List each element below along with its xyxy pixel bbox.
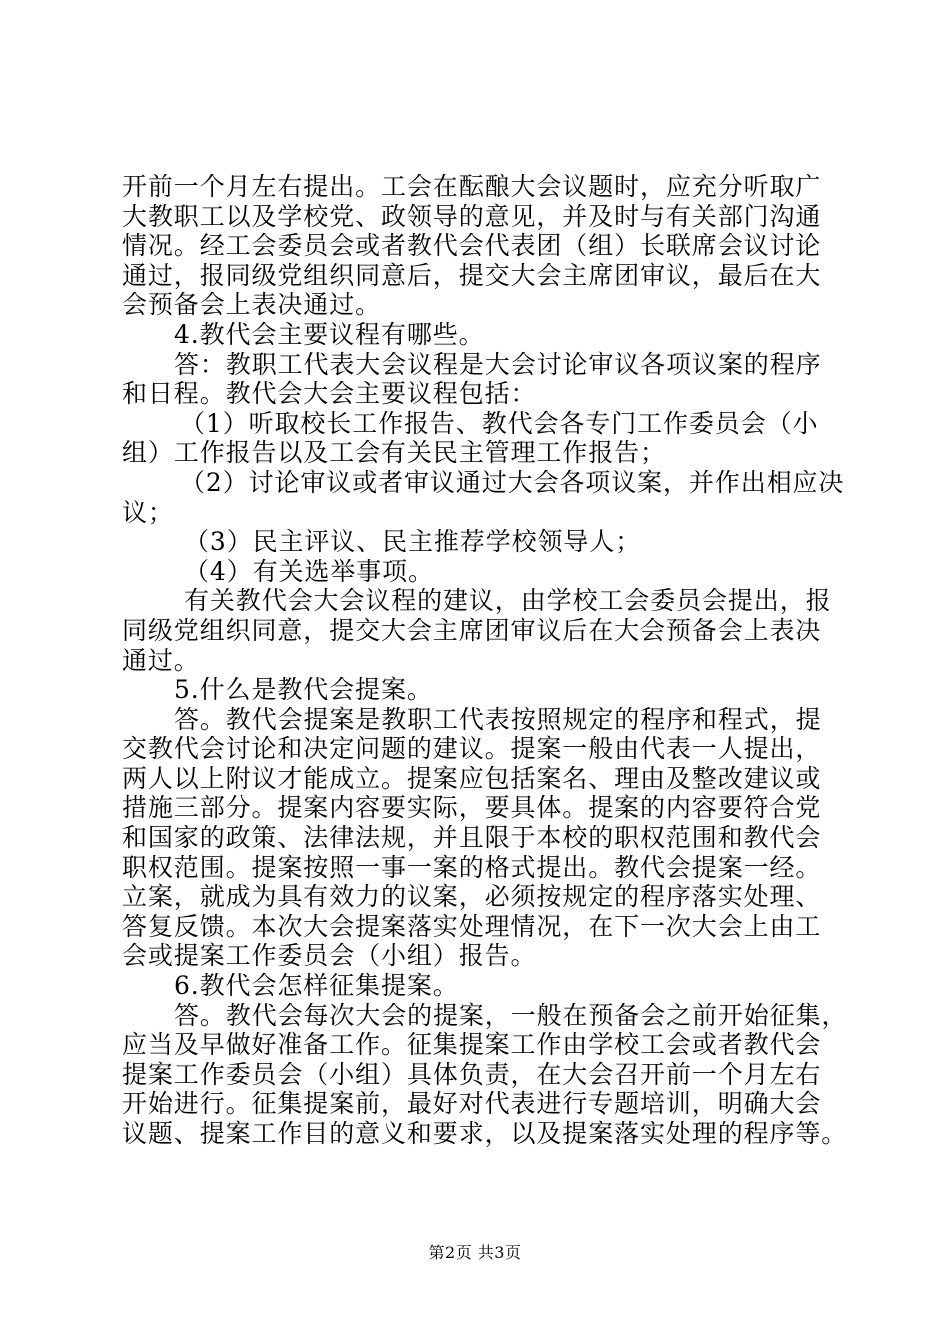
text-line: 开前一个月左右提出。工会在酝酿大会议题时，应充分听取广 <box>122 172 822 201</box>
text-line: 和国家的政策、法律法规，并且限于本校的职权范围和教代会 <box>122 823 822 853</box>
text-line: 应当及早做好准备工作。征集提案工作由学校工会或者教代会 <box>122 1030 822 1060</box>
text-line: 答：教职工代表大会议程是大会讨论审议各项议案的程序 <box>174 349 822 379</box>
text-line: 通过，报同级党组织同意后，提交大会主席团审议，最后在大 <box>122 260 822 290</box>
list-item: （4）有关选举事项。 <box>184 556 434 586</box>
text-line: 会或提案工作委员会（小组）报告。 <box>122 941 537 971</box>
text-line: 组）工作报告以及工会有关民主管理工作报告； <box>122 438 666 468</box>
list-item: （2）讨论审议或者审议通过大会各项议案，并作出相应决 <box>180 467 845 497</box>
text-line: 情况。经工会委员会或者教代会代表团（组）长联席会议讨论 <box>122 231 822 261</box>
text-line: 交教代会讨论和决定问题的建议。提案一般由代表一人提出， <box>122 734 822 764</box>
text-line: 提案工作委员会（小组）具体负责，在大会召开前一个月左右 <box>122 1059 822 1089</box>
text-line: 措施三部分。提案内容要实际，要具体。提案的内容要符合党 <box>122 793 822 823</box>
text-line: 大教职工以及学校党、政领导的意见，并及时与有关部门沟通 <box>122 201 822 231</box>
section-heading: 4.教代会主要议程有哪些。 <box>174 319 485 349</box>
text-line: 和日程。教代会大会主要议程包括： <box>122 379 537 409</box>
text-line: 答。教代会提案是教职工代表按照规定的程序和程式，提 <box>174 704 822 734</box>
section-heading: 5.什么是教代会提案。 <box>174 675 433 705</box>
text-line: 立案，就成为具有效力的议案，必须按规定的程序落实处理、 <box>122 882 822 912</box>
text-line: 有关教代会大会议程的建议，由学校工会委员会提出，报 <box>184 586 832 616</box>
list-item: （1）听取校长工作报告、教代会各专门工作委员会（小 <box>180 408 819 438</box>
text-line: 同级党组织同意，提交大会主席团审议后在大会预备会上表决 <box>122 615 822 645</box>
text-line: 通过。 <box>122 645 200 675</box>
list-item: （3）民主评议、民主推荐学校领导人； <box>184 527 642 557</box>
page-number: 第2页 共3页 <box>428 1243 522 1262</box>
text-line: 两人以上附议才能成立。提案应包括案名、理由及整改建议或 <box>122 763 822 793</box>
text-line: 会预备会上表决通过。 <box>122 290 382 320</box>
text-line: 议题、提案工作目的意义和要求，以及提案落实处理的程序等。 <box>122 1119 848 1148</box>
text-line: 职权范围。提案按照一事一案的格式提出。教代会提案一经。 <box>122 852 822 882</box>
text-line: 答复反馈。本次大会提案落实处理情况，在下一次大会上由工 <box>122 911 822 941</box>
document-body <box>122 172 848 1149</box>
text-line: 开始进行。征集提案前，最好对代表进行专题培训，明确大会 <box>122 1089 822 1119</box>
text-line: 议； <box>122 497 174 527</box>
text-line: 答。教代会每次大会的提案，一般在预备会之前开始征集， <box>174 1000 848 1030</box>
section-heading: 6.教代会怎样征集提案。 <box>174 971 459 1001</box>
